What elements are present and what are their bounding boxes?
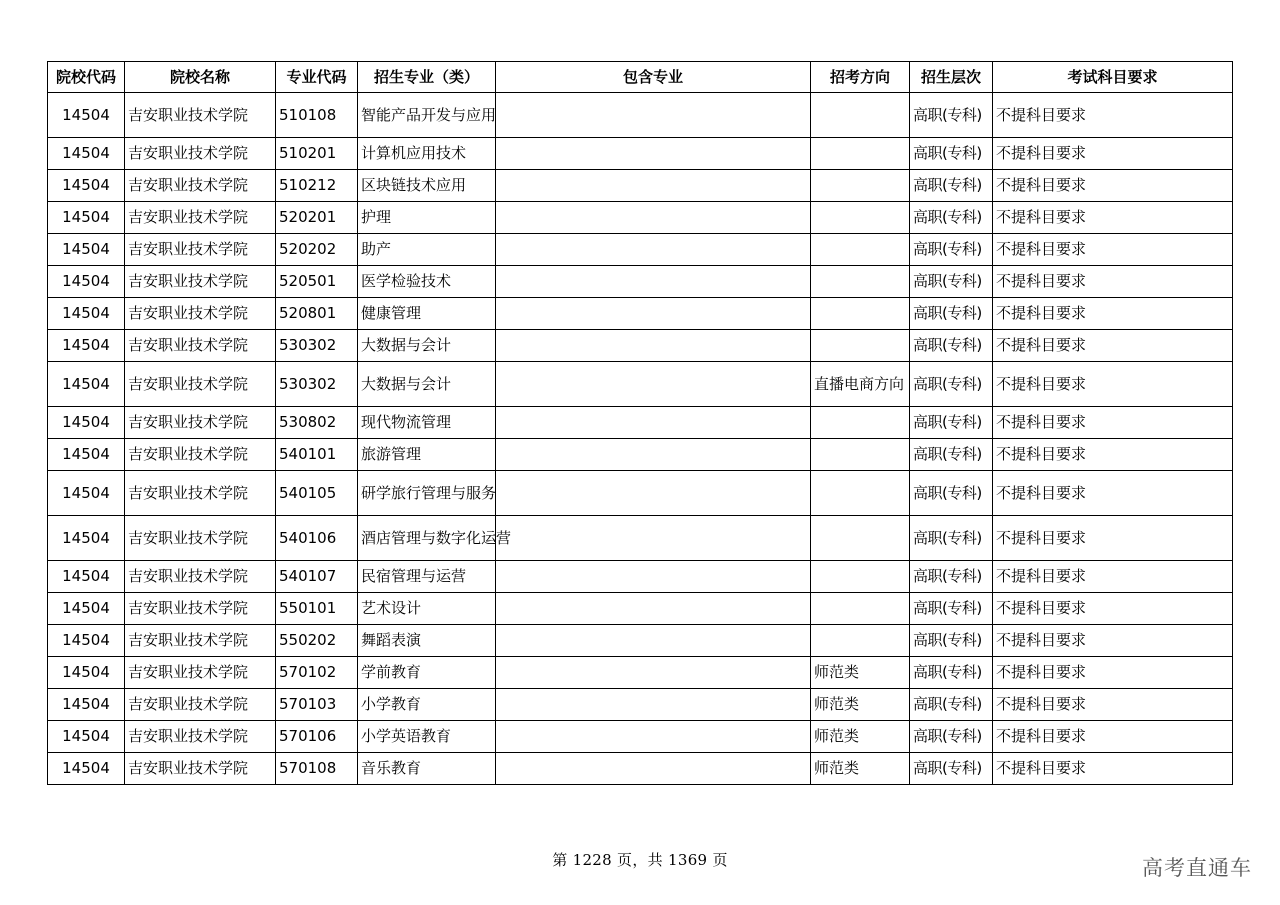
cell-direction: 师范类 <box>811 753 910 785</box>
cell-school-code: 14504 <box>48 689 125 721</box>
table-row <box>48 202 1233 234</box>
cell-level: 高职(专科) <box>910 657 993 689</box>
header-level: 招生层次 <box>910 62 993 93</box>
cell-major: 音乐教育 <box>358 753 496 785</box>
cell-major: 区块链技术应用 <box>358 170 496 202</box>
cell-direction <box>811 516 910 561</box>
cell-major: 研学旅行管理与服务 <box>358 471 496 516</box>
cell-level: 高职(专科) <box>910 170 993 202</box>
cell-major-code: 540107 <box>276 561 358 593</box>
cell-major: 学前教育 <box>358 657 496 689</box>
cell-level: 高职(专科) <box>910 266 993 298</box>
cell-major: 医学检验技术 <box>358 266 496 298</box>
header-requirement: 考试科目要求 <box>993 62 1233 93</box>
cell-major: 舞蹈表演 <box>358 625 496 657</box>
cell-included-majors <box>496 202 811 234</box>
cell-major-code: 520202 <box>276 234 358 266</box>
cell-school-name: 吉安职业技术学院 <box>125 407 276 439</box>
cell-included-majors <box>496 593 811 625</box>
cell-major-code: 510212 <box>276 170 358 202</box>
page-number: 第 1228 页，共 1369 页 <box>552 851 728 869</box>
cell-major: 大数据与会计 <box>358 362 496 407</box>
cell-included-majors <box>496 753 811 785</box>
cell-included-majors <box>496 266 811 298</box>
cell-major: 小学教育 <box>358 689 496 721</box>
cell-major-code: 510108 <box>276 93 358 138</box>
cell-school-name: 吉安职业技术学院 <box>125 439 276 471</box>
table-row <box>48 439 1233 471</box>
cell-included-majors <box>496 689 811 721</box>
cell-school-code: 14504 <box>48 439 125 471</box>
table-header-row <box>48 62 1233 93</box>
cell-requirement: 不提科目要求 <box>993 266 1233 298</box>
cell-direction <box>811 234 910 266</box>
table-row <box>48 721 1233 753</box>
table-row <box>48 516 1233 561</box>
cell-school-name: 吉安职业技术学院 <box>125 471 276 516</box>
cell-major-code: 540105 <box>276 471 358 516</box>
cell-included-majors <box>496 170 811 202</box>
cell-major: 民宿管理与运营 <box>358 561 496 593</box>
cell-school-name: 吉安职业技术学院 <box>125 170 276 202</box>
cell-major-code: 520501 <box>276 266 358 298</box>
table-row <box>48 753 1233 785</box>
cell-school-code: 14504 <box>48 561 125 593</box>
cell-level: 高职(专科) <box>910 689 993 721</box>
cell-major: 计算机应用技术 <box>358 138 496 170</box>
cell-school-code: 14504 <box>48 298 125 330</box>
cell-requirement: 不提科目要求 <box>993 561 1233 593</box>
cell-direction <box>811 561 910 593</box>
cell-school-code: 14504 <box>48 657 125 689</box>
cell-major-code: 540101 <box>276 439 358 471</box>
table-row <box>48 561 1233 593</box>
cell-major-code: 530802 <box>276 407 358 439</box>
cell-included-majors <box>496 471 811 516</box>
cell-requirement: 不提科目要求 <box>993 170 1233 202</box>
cell-level: 高职(专科) <box>910 362 993 407</box>
table-row <box>48 689 1233 721</box>
cell-included-majors <box>496 362 811 407</box>
cell-requirement: 不提科目要求 <box>993 439 1233 471</box>
cell-requirement: 不提科目要求 <box>993 657 1233 689</box>
cell-major: 艺术设计 <box>358 593 496 625</box>
cell-requirement: 不提科目要求 <box>993 93 1233 138</box>
cell-school-name: 吉安职业技术学院 <box>125 266 276 298</box>
cell-major: 大数据与会计 <box>358 330 496 362</box>
cell-school-code: 14504 <box>48 138 125 170</box>
cell-requirement: 不提科目要求 <box>993 689 1233 721</box>
cell-level: 高职(专科) <box>910 407 993 439</box>
cell-major-code: 570108 <box>276 753 358 785</box>
cell-major-code: 570103 <box>276 689 358 721</box>
cell-requirement: 不提科目要求 <box>993 234 1233 266</box>
table-row <box>48 170 1233 202</box>
cell-school-code: 14504 <box>48 234 125 266</box>
cell-school-name: 吉安职业技术学院 <box>125 657 276 689</box>
cell-school-name: 吉安职业技术学院 <box>125 689 276 721</box>
cell-major: 护理 <box>358 202 496 234</box>
cell-major: 健康管理 <box>358 298 496 330</box>
table-row <box>48 362 1233 407</box>
cell-requirement: 不提科目要求 <box>993 721 1233 753</box>
cell-included-majors <box>496 407 811 439</box>
cell-school-code: 14504 <box>48 516 125 561</box>
cell-major-code: 530302 <box>276 330 358 362</box>
table-row <box>48 138 1233 170</box>
cell-major: 助产 <box>358 234 496 266</box>
cell-level: 高职(专科) <box>910 753 993 785</box>
cell-major-code: 550101 <box>276 593 358 625</box>
cell-major-code: 530302 <box>276 362 358 407</box>
cell-included-majors <box>496 298 811 330</box>
cell-school-code: 14504 <box>48 362 125 407</box>
header-major-code: 专业代码 <box>276 62 358 93</box>
cell-requirement: 不提科目要求 <box>993 625 1233 657</box>
cell-level: 高职(专科) <box>910 234 993 266</box>
cell-direction <box>811 138 910 170</box>
cell-level: 高职(专科) <box>910 298 993 330</box>
cell-school-name: 吉安职业技术学院 <box>125 93 276 138</box>
cell-school-code: 14504 <box>48 753 125 785</box>
cell-requirement: 不提科目要求 <box>993 202 1233 234</box>
header-school-code: 院校代码 <box>48 62 125 93</box>
table-row <box>48 330 1233 362</box>
cell-direction <box>811 439 910 471</box>
watermark-text: 高考直通车 <box>1142 856 1252 880</box>
cell-requirement: 不提科目要求 <box>993 516 1233 561</box>
cell-school-code: 14504 <box>48 471 125 516</box>
header-school-name: 院校名称 <box>125 62 276 93</box>
cell-school-name: 吉安职业技术学院 <box>125 561 276 593</box>
cell-level: 高职(专科) <box>910 625 993 657</box>
cell-level: 高职(专科) <box>910 330 993 362</box>
cell-major-code: 540106 <box>276 516 358 561</box>
cell-level: 高职(专科) <box>910 561 993 593</box>
cell-included-majors <box>496 516 811 561</box>
table-row <box>48 234 1233 266</box>
cell-included-majors <box>496 330 811 362</box>
cell-school-code: 14504 <box>48 170 125 202</box>
cell-direction <box>811 170 910 202</box>
cell-major: 现代物流管理 <box>358 407 496 439</box>
cell-major-code: 570102 <box>276 657 358 689</box>
cell-school-name: 吉安职业技术学院 <box>125 753 276 785</box>
cell-major-code: 520801 <box>276 298 358 330</box>
cell-school-code: 14504 <box>48 202 125 234</box>
cell-direction <box>811 330 910 362</box>
cell-requirement: 不提科目要求 <box>993 330 1233 362</box>
admission-table <box>47 61 1233 785</box>
cell-school-name: 吉安职业技术学院 <box>125 202 276 234</box>
table-row <box>48 298 1233 330</box>
cell-major: 智能产品开发与应用 <box>358 93 496 138</box>
cell-included-majors <box>496 439 811 471</box>
cell-included-majors <box>496 234 811 266</box>
cell-level: 高职(专科) <box>910 439 993 471</box>
table-row <box>48 657 1233 689</box>
cell-major-code: 570106 <box>276 721 358 753</box>
cell-major-code: 520201 <box>276 202 358 234</box>
cell-direction <box>811 407 910 439</box>
cell-level: 高职(专科) <box>910 721 993 753</box>
cell-school-name: 吉安职业技术学院 <box>125 362 276 407</box>
table-row <box>48 593 1233 625</box>
cell-level: 高职(专科) <box>910 93 993 138</box>
table-body <box>48 93 1233 785</box>
cell-school-code: 14504 <box>48 93 125 138</box>
cell-requirement: 不提科目要求 <box>993 407 1233 439</box>
cell-school-name: 吉安职业技术学院 <box>125 138 276 170</box>
cell-school-code: 14504 <box>48 625 125 657</box>
cell-included-majors <box>496 93 811 138</box>
cell-requirement: 不提科目要求 <box>993 138 1233 170</box>
cell-direction: 师范类 <box>811 721 910 753</box>
cell-included-majors <box>496 625 811 657</box>
table-row <box>48 266 1233 298</box>
cell-direction <box>811 298 910 330</box>
cell-direction <box>811 593 910 625</box>
cell-school-name: 吉安职业技术学院 <box>125 593 276 625</box>
cell-requirement: 不提科目要求 <box>993 298 1233 330</box>
cell-direction <box>811 202 910 234</box>
cell-major: 旅游管理 <box>358 439 496 471</box>
cell-level: 高职(专科) <box>910 516 993 561</box>
cell-direction: 师范类 <box>811 657 910 689</box>
cell-direction: 直播电商方向 <box>811 362 910 407</box>
cell-school-name: 吉安职业技术学院 <box>125 330 276 362</box>
cell-requirement: 不提科目要求 <box>993 362 1233 407</box>
cell-requirement: 不提科目要求 <box>993 471 1233 516</box>
cell-level: 高职(专科) <box>910 202 993 234</box>
cell-included-majors <box>496 138 811 170</box>
table-row <box>48 471 1233 516</box>
table-row <box>48 93 1233 138</box>
cell-major: 酒店管理与数字化运营 <box>358 516 496 561</box>
cell-major-code: 550202 <box>276 625 358 657</box>
cell-major: 小学英语教育 <box>358 721 496 753</box>
cell-included-majors <box>496 721 811 753</box>
cell-school-code: 14504 <box>48 266 125 298</box>
cell-level: 高职(专科) <box>910 593 993 625</box>
cell-direction <box>811 93 910 138</box>
cell-school-name: 吉安职业技术学院 <box>125 298 276 330</box>
table-row <box>48 407 1233 439</box>
header-direction: 招考方向 <box>811 62 910 93</box>
cell-level: 高职(专科) <box>910 138 993 170</box>
cell-school-code: 14504 <box>48 721 125 753</box>
cell-direction <box>811 471 910 516</box>
cell-school-name: 吉安职业技术学院 <box>125 234 276 266</box>
header-included-majors: 包含专业 <box>496 62 811 93</box>
cell-school-name: 吉安职业技术学院 <box>125 625 276 657</box>
cell-direction: 师范类 <box>811 689 910 721</box>
cell-school-code: 14504 <box>48 407 125 439</box>
cell-major-code: 510201 <box>276 138 358 170</box>
cell-included-majors <box>496 561 811 593</box>
table-row <box>48 625 1233 657</box>
cell-direction <box>811 625 910 657</box>
cell-level: 高职(专科) <box>910 471 993 516</box>
cell-school-name: 吉安职业技术学院 <box>125 516 276 561</box>
header-major: 招生专业（类） <box>358 62 496 93</box>
cell-requirement: 不提科目要求 <box>993 593 1233 625</box>
cell-school-code: 14504 <box>48 593 125 625</box>
cell-direction <box>811 266 910 298</box>
cell-school-code: 14504 <box>48 330 125 362</box>
cell-included-majors <box>496 657 811 689</box>
cell-requirement: 不提科目要求 <box>993 753 1233 785</box>
cell-school-name: 吉安职业技术学院 <box>125 721 276 753</box>
